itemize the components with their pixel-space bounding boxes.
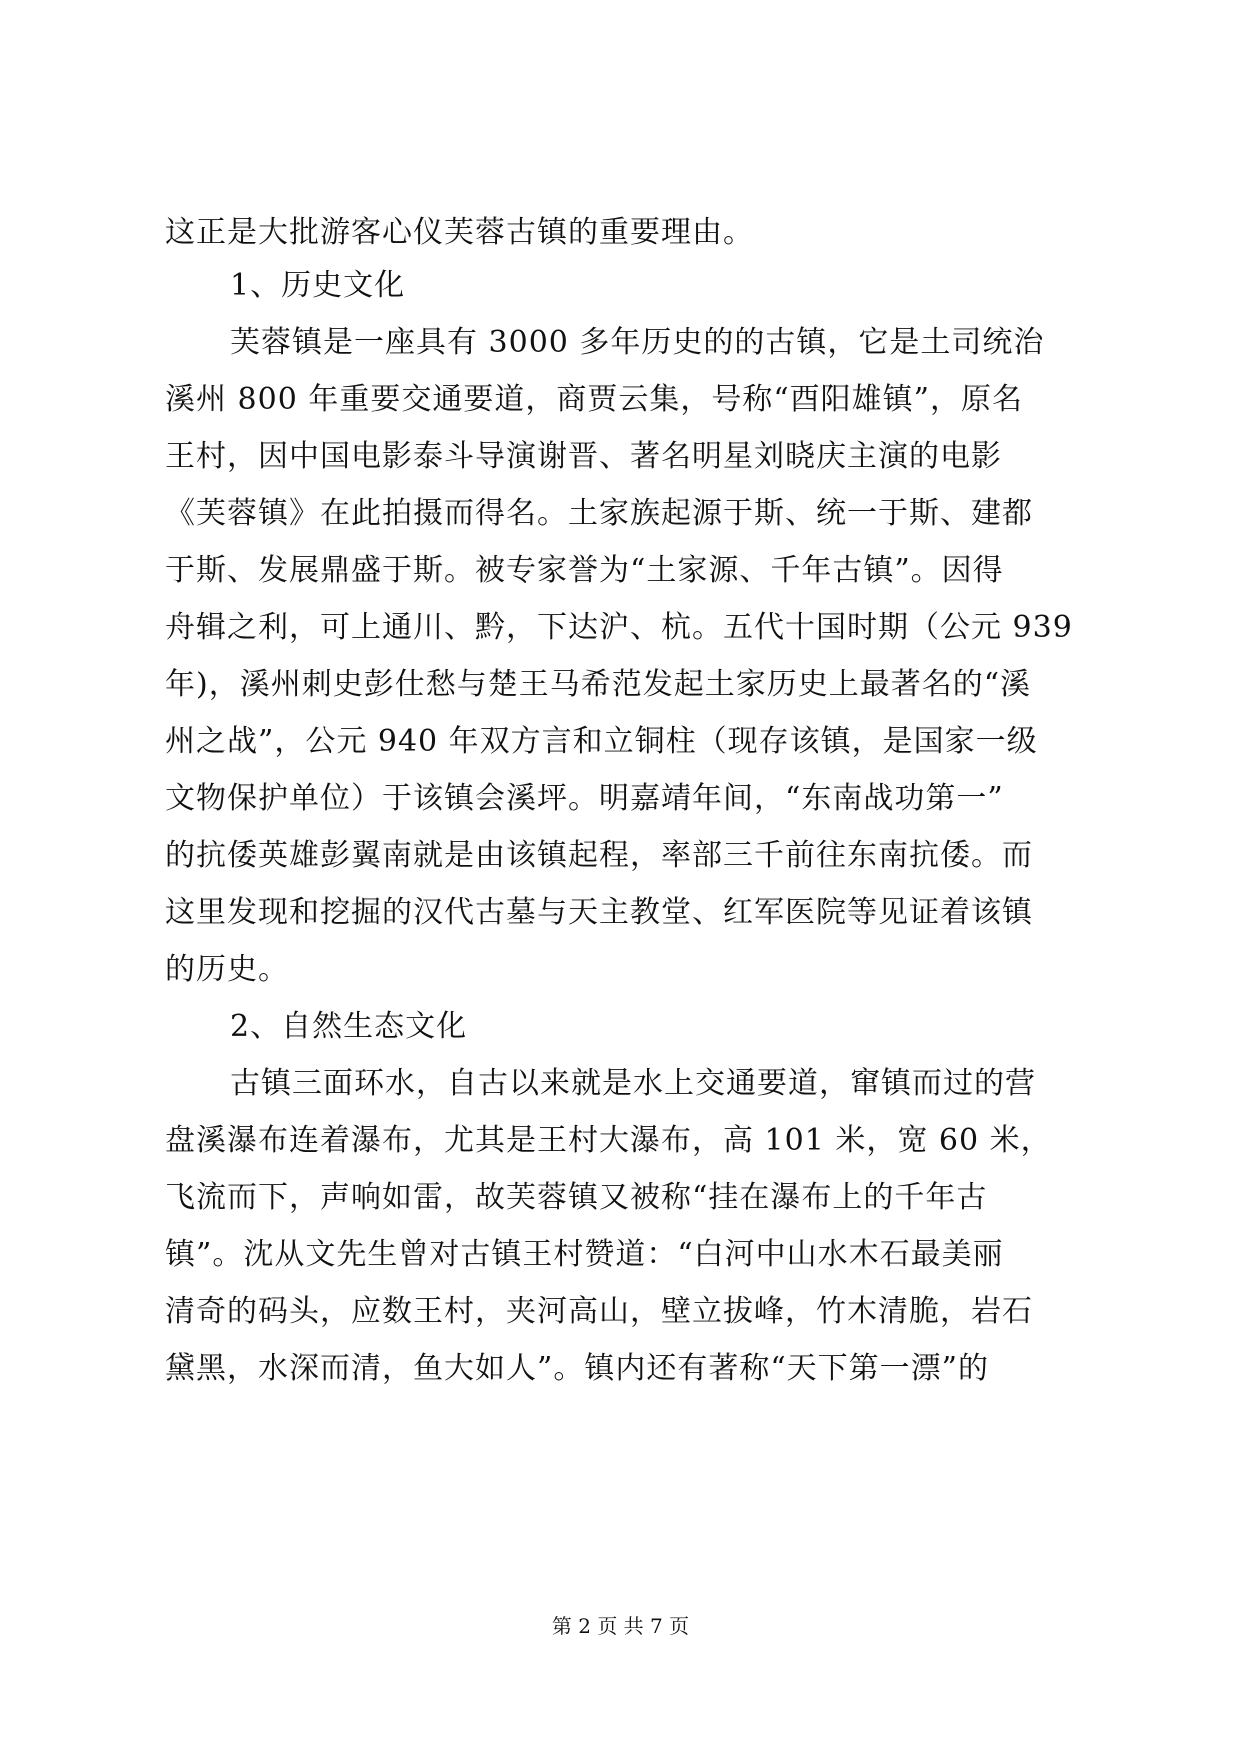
section-heading-history: 1、历史文化 <box>230 268 406 303</box>
text-line-12: 的抗倭英雄彭翼南就是由该镇起程，率部三千前往东南抗倭。而 <box>165 838 1033 873</box>
text-line-6: 《芙蓉镇》在此拍摄而得名。土家族起源于斯、统一于斯、建都 <box>165 496 1033 531</box>
page-number-footer: 第 2 页 共 7 页 <box>551 1614 690 1638</box>
text-line-20: 清奇的码头，应数王村，夹河高山，壁立拔峰，竹木清脆，岩石 <box>165 1294 1033 1329</box>
text-line-16: 古镇三面环水，自古以来就是水上交通要道，窜镇而过的营 <box>230 1066 1036 1101</box>
text-line-8: 舟辑之利，可上通川、黔，下达沪、杭。五代十国时期（公元 939 <box>165 610 1073 645</box>
text-line-1: 这正是大批游客心仪芙蓉古镇的重要理由。 <box>165 215 754 250</box>
text-line-4: 溪州 800 年重要交通要道，商贾云集，号称“酉阳雄镇”，原名 <box>165 382 1024 417</box>
text-line-9: 年)，溪州刺史彭仕愁与楚王马希范发起土家历史上最著名的“溪 <box>165 667 1032 702</box>
text-line-17: 盘溪瀑布连着瀑布，尤其是王村大瀑布，高 101 米，宽 60 米， <box>165 1123 1052 1158</box>
section-heading-nature: 2、自然生态文化 <box>230 1009 468 1044</box>
text-line-18: 飞流而下，声响如雷，故芙蓉镇又被称“挂在瀑布上的千年古 <box>165 1180 988 1215</box>
text-line-7: 于斯、发展鼎盛于斯。被专家誉为“土家源、千年古镇”。因得 <box>165 553 1004 588</box>
text-line-13: 这里发现和挖掘的汉代古墓与天主教堂、红军医院等见证着该镇 <box>165 895 1033 930</box>
text-line-11: 文物保护单位）于该镇会溪坪。明嘉靖年间，“东南战功第一” <box>165 781 1004 816</box>
text-line-3: 芙蓉镇是一座具有 3000 多年历史的的古镇，它是土司统治 <box>230 325 1045 360</box>
text-line-21: 黛黑，水深而清，鱼大如人”。镇内还有著称“天下第一漂”的 <box>165 1351 990 1386</box>
text-line-14: 的历史。 <box>165 952 289 987</box>
text-line-5: 王村，因中国电影泰斗导演谢晋、著名明星刘晓庆主演的电影 <box>165 439 1002 474</box>
text-line-19: 镇”。沈从文先生曾对古镇王村赞道：“白河中山水木石最美丽 <box>165 1237 1004 1272</box>
text-line-10: 州之战”，公元 940 年双方言和立铜柱（现存该镇，是国家一级 <box>165 724 1038 759</box>
